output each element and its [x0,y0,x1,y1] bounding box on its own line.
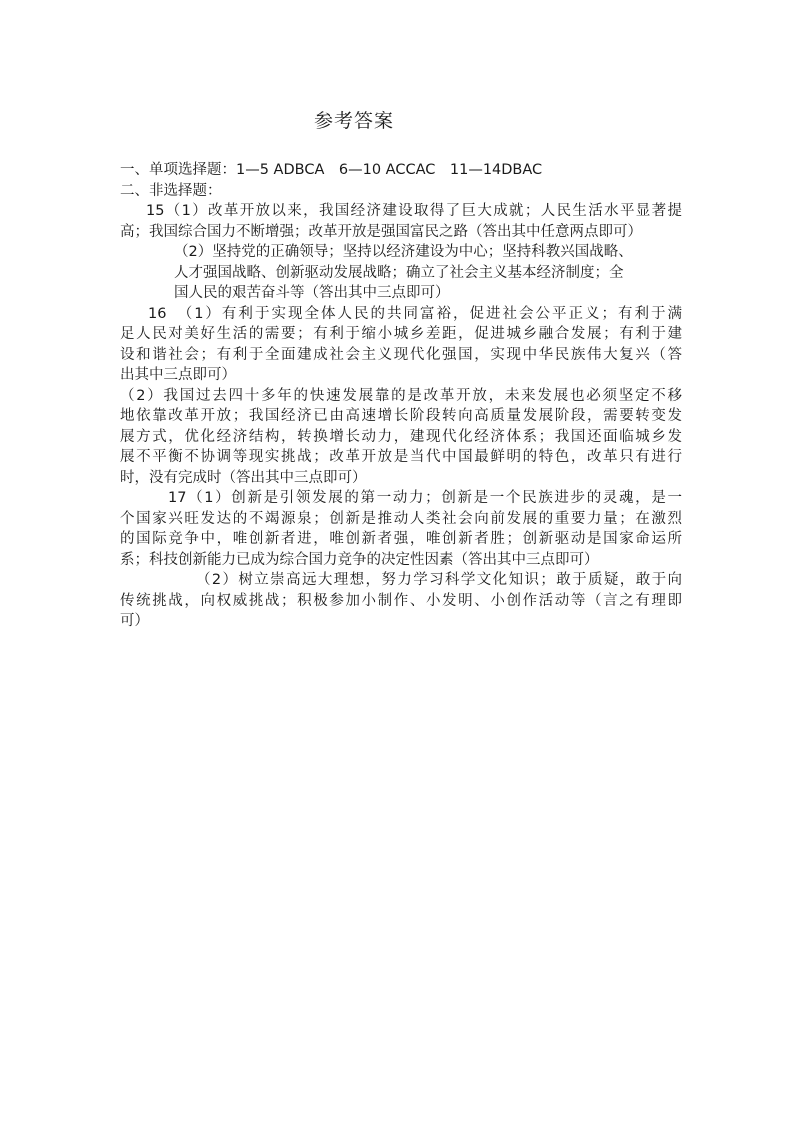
text-line: 个国家兴旺发达的不竭源泉；创新是推动人类社会向前发展的重要力量；在激烈 [120,510,682,527]
text-line: 可） [120,613,149,629]
text-line: （2）我国过去四十多年的快速发展靠的是改革开放，未来发展也必须坚定不移 [120,387,682,404]
text-line: 的国际竞争中，唯创新者进，唯创新者强，唯创新者胜；创新驱动是国家命运所 [120,531,682,547]
text-line: （2）坚持党的正确领导；坚持以经济建设为中心；坚持科教兴国战略、 [174,244,633,260]
text-line: 出其中三点即可） [120,367,236,383]
answer-15-part2 [120,242,682,304]
page-title: 参考答案 [313,110,394,132]
text-line: 地依靠改革开放；我国经济已由高速增长阶段转向高质量发展阶段，需要转变发 [120,408,682,424]
text-line: 15（1）改革开放以来，我国经济建设取得了巨大成就；人民生活水平显著提 [146,203,682,219]
text-line: 16 （1）有利于实现全体人民的共同富裕，促进社会公平正义；有利于满 [148,305,682,322]
answer-15-part1 [120,201,682,242]
text-line: 17（1）创新是引领发展的第一动力；创新是一个民族进步的灵魂，是一 [168,490,682,506]
section-multiple-choice: 一、单项选择题：1—5 ADBCA 6—10 ACCAC 11—14DBAC [120,162,543,178]
text-line: 足人民对美好生活的需要；有利于缩小城乡差距，促进城乡融合发展；有利于建 [120,326,682,342]
text-line: 人才强国战略、创新驱动发展战略；确立了社会主义基本经济制度；全 [174,264,624,281]
answer-17-part2 [120,570,682,632]
answer-content [120,160,682,632]
answer-16-part1 [120,304,682,386]
answer-16-part2 [120,386,682,489]
text-line: 时，没有完成时（答出其中三点即可） [120,469,367,486]
text-line: 高；我国综合国力不断增强；改革开放是强国富民之路（答出其中任意两点即可） [120,223,642,240]
text-line: 展方式，优化经济结构，转换增长动力，建现代化经济体系；我国还面临城乡发 [120,428,682,445]
section-non-choice: 二、非选择题： [120,182,222,199]
text-line: 展不平衡不协调等现实挑战；改革开放是当代中国最鲜明的特色，改革只有进行 [120,449,682,465]
text-line: 系；科技创新能力已成为综合国力竞争的决定性因素（答出其中三点即可） [120,551,599,568]
answer-17-part1 [120,488,682,570]
text-line: 传统挑战，向权威挑战；积极参加小制作、小发明、小创作活动等（言之有理即 [120,592,682,609]
text-line: （2）树立崇高远大理想，努力学习科学文化知识；敢于质疑，敢于向 [196,572,682,588]
text-line: 国人民的艰苦奋斗等（答出其中三点即可） [174,285,450,301]
text-line: 设和谐社会；有利于全面建成社会主义现代化强国，实现中华民族伟大复兴（答 [120,346,682,363]
